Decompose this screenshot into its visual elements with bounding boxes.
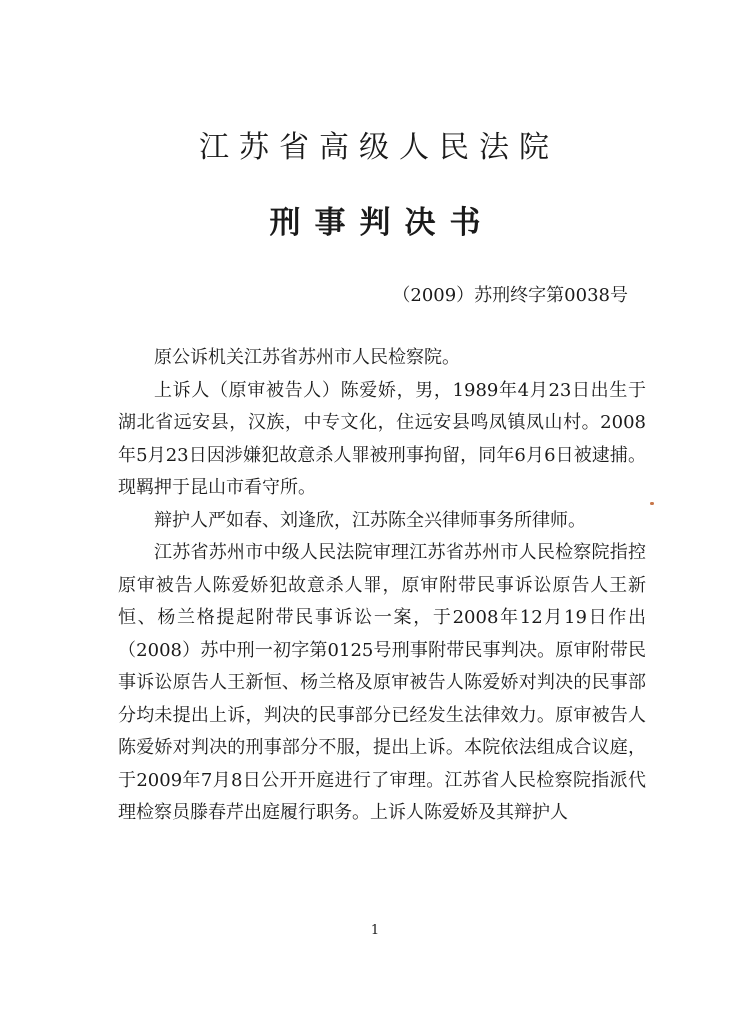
paragraph-defense-counsel: 辩护人严如春、刘逢欣，江苏陈全兴律师事务所律师。	[154, 509, 586, 531]
judgment-body	[118, 342, 646, 830]
case-number: （2009）苏刑终字第0038号	[392, 285, 628, 306]
scan-speck	[650, 502, 654, 505]
paragraph-appellant: 上诉人（原审被告人）陈爱娇，男，1989年4月23日出生于湖北省远安县，汉族，中专文化，住远安县鸣凤镇凤山村。2008年5月23日因涉嫌犯故意杀人罪被刑事拘留，同年6月6日被逮捕。现羁押于昆山市看守所。	[118, 379, 646, 498]
page-number: 1	[370, 923, 380, 938]
document-title: 刑事判决书	[269, 205, 495, 241]
paragraph-case-history: 江苏省苏州市中级人民法院审理江苏省苏州市人民检察院指控原审被告人陈爱娇犯故意杀人罪，原审附带民事诉讼原告人王新恒、杨兰格提起附带民事诉讼一案，于2008年12月19日作出（2008）苏中刑一初字第0125号刑事附带民事判决。原审附带民事诉讼原告人王新恒、杨兰格及原审被告人陈爱娇对判决的民事部分均未提出上诉，判决的民事部分已经发生法律效力。原审被告人陈爱娇对判决的刑事部分不服，提出上诉。本院依法组成合议庭，于2009年7月8日公开开庭进行了审理。江苏省人民检察院指派代理检察员滕春芹出庭履行职务。上诉人陈爱娇及其辩护人	[118, 542, 646, 823]
court-name: 江苏省高级人民法院	[199, 130, 559, 165]
paragraph-prosecutor: 原公诉机关江苏省苏州市人民检察院。	[154, 347, 460, 368]
